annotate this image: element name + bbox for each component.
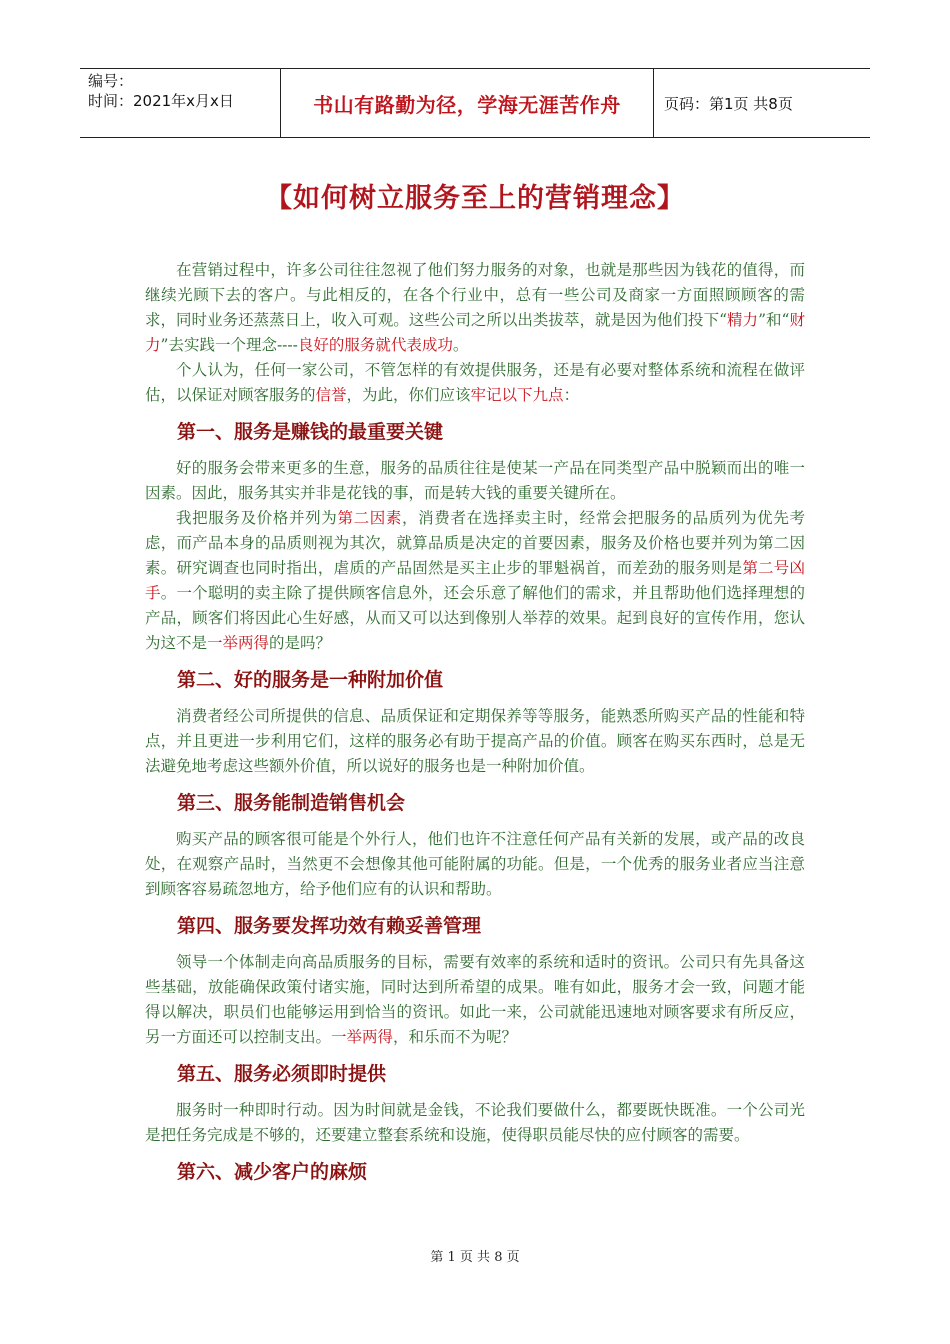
page-footer: 第 1 页 共 8 页	[430, 1250, 520, 1265]
section-4-heading: 第四、服务要发挥功效有赖妥善管理	[177, 915, 482, 937]
section-2-paragraph-1: 消费者经公司所提供的信息、品质保证和定期保养等等服务，能熟悉所购买产品的性能和特点，并且更进一步利用它们，这样的服务必有助于提高产品的价值。顾客在购买东西时，总是无法避免地考虑这些额外价值，所以说好的服务也是一种附加价值。	[145, 707, 805, 775]
section-3-paragraph-1: 购买产品的顾客很可能是个外行人，他们也许不注意任何产品有关新的发展，或产品的改良处，在观察产品时，当然更不会想像其他可能附属的功能。但是，一个优秀的服务业者应当注意到顾客容易疏忽地方，给予他们应有的认识和帮助。	[145, 830, 805, 898]
document-body	[145, 258, 805, 1196]
header-motto: 书山有路勤为径，学海无涯苦作舟	[281, 69, 654, 137]
section-1-heading: 第一、服务是赚钱的最重要关键	[177, 421, 444, 443]
section-5-paragraph-1: 服务时一种即时行动。因为时间就是金钱，不论我们要做什么，都要既快既准。一个公司光是把任务完成是不够的，还要建立整套系统和设施，使得职员能尽快的应付顾客的需要。	[145, 1101, 805, 1144]
header-page-info: 页码：第1页 共8页	[664, 94, 793, 113]
document-header	[80, 68, 870, 138]
time-label: 时间：2021年x月x日	[88, 92, 234, 110]
section-4-paragraph-1: 领导一个体制走向高品质服务的目标，需要有效率的系统和适时的资讯。公司只有先具备这些基础，放能确保政策付诸实施，同时达到所希望的成果。唯有如此，服务才会一致，问题才能得以解决，职员们也能够运用到恰当的资讯。如此一来，公司就能迅速地对顾客要求有所反应，另一方面还可以控制支出。一举两得，和乐而不为呢？	[145, 953, 805, 1046]
section-6-heading: 第六、减少客户的麻烦	[177, 1161, 368, 1183]
document-title: 【如何树立服务至上的营销理念】	[265, 183, 685, 214]
number-label: 编号：	[88, 72, 134, 90]
header-meta	[80, 69, 281, 137]
section-1-paragraph-2: 我把服务及价格并列为第二因素，消费者在选择卖主时，经常会把服务的品质列为优先考虑，而产品本身的品质则视为其次，就算品质是决定的首要因素，服务及价格也要并列为第二因素。研究调查也同时指出，虐质的产品固然是买主止步的罪魁祸首，而差劲的服务则是第二号凶手。一个聪明的卖主除了提供顾客信息外，还会乐意了解他们的需求，并且帮助他们选择理想的产品，顾客们将因此心生好感，从而又可以达到像别人举荐的效果。起到良好的宣传作用，您认为这不是一举两得的是吗？	[145, 509, 805, 652]
section-5-heading: 第五、服务必须即时提供	[177, 1063, 387, 1085]
intro-paragraph-2: 个人认为，任何一家公司，不管怎样的有效提供服务，还是有必要对整体系统和流程在做评估，以保证对顾客服务的信誉，为此，你们应该牢记以下九点：	[145, 361, 805, 404]
section-1-paragraph-1: 好的服务会带来更多的生意，服务的品质往往是使某一产品在同类型产品中脱颖而出的唯一因素。因此，服务其实并非是花钱的事，而是转大钱的重要关键所在。	[145, 459, 805, 502]
section-2-heading: 第二、好的服务是一种附加价值	[177, 669, 444, 691]
intro-paragraph-1: 在营销过程中，许多公司往往忽视了他们努力服务的对象，也就是那些因为钱花的值得，而继续光顾下去的客户。与此相反的，在各个行业中，总有一些公司及商家一方面照顾顾客的需求，同时业务还蒸蒸日上，收入可观。这些公司之所以出类拔萃，就是因为他们投下“精力”和“财力”去实践一个理念----良好的服务就代表成功。	[145, 261, 805, 354]
section-3-heading: 第三、服务能制造销售机会	[177, 792, 406, 814]
